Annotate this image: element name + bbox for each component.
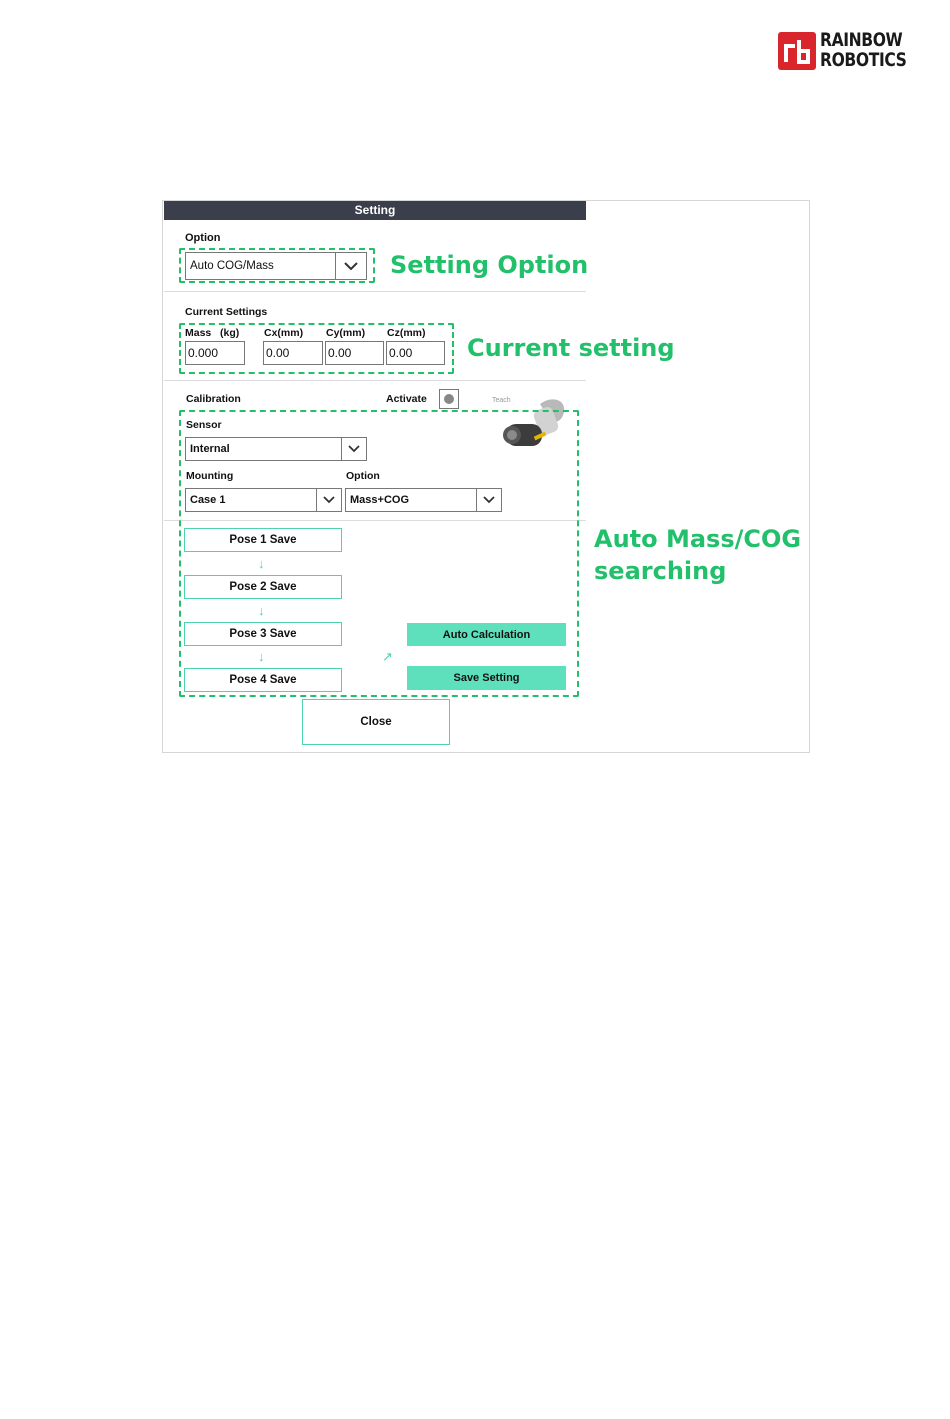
arrow-down-icon: ↓ <box>258 603 265 618</box>
mounting-select-value: Case 1 <box>190 494 226 506</box>
dialog-title: Setting <box>164 201 586 220</box>
annotation-auto-search-line-2: searching <box>594 557 727 585</box>
annotation-auto-search-line-1: Auto Mass/COG <box>594 525 802 553</box>
annotation-auto-search <box>594 523 801 587</box>
rainbow-robotics-logo-icon <box>778 32 816 70</box>
sensor-label: Sensor <box>186 419 222 431</box>
sensor-select-value: Internal <box>190 443 230 455</box>
cz-field[interactable]: 0.00 <box>386 341 445 365</box>
current-settings-label: Current Settings <box>185 306 268 318</box>
arrow-up-right-icon: ↗ <box>382 649 393 664</box>
divider <box>164 291 586 292</box>
auto-calculation-button[interactable]: Auto Calculation <box>407 623 566 646</box>
pose-1-save-button[interactable]: Pose 1 Save <box>184 528 342 552</box>
cy-field[interactable]: 0.00 <box>325 341 384 365</box>
cy-header: Cy(mm) <box>326 327 366 339</box>
close-button[interactable]: Close <box>302 699 450 745</box>
mass-header: Mass (kg) <box>185 327 240 339</box>
logo-line-2: ROBOTICS <box>820 49 907 71</box>
activate-toggle[interactable] <box>439 389 459 409</box>
logo-wordmark <box>820 30 906 70</box>
teach-hint: Teach <box>492 397 511 404</box>
setting-option-highlight <box>179 248 375 283</box>
arrow-down-icon: ↓ <box>258 556 265 571</box>
divider <box>164 380 586 381</box>
cx-field[interactable]: 0.00 <box>263 341 323 365</box>
activate-label: Activate <box>386 393 427 405</box>
save-setting-button[interactable]: Save Setting <box>407 666 566 690</box>
mounting-label: Mounting <box>186 470 234 482</box>
pose-3-save-button[interactable]: Pose 3 Save <box>184 622 342 646</box>
cz-header: Cz(mm) <box>387 327 426 339</box>
current-setting-highlight <box>179 323 454 374</box>
pose-2-save-button[interactable]: Pose 2 Save <box>184 575 342 599</box>
mass-field[interactable]: 0.000 <box>185 341 245 365</box>
toggle-dot-icon <box>444 394 454 404</box>
logo-line-1: RAINBOW <box>820 29 903 51</box>
annotation-current-setting: Current setting <box>467 334 675 362</box>
cx-header: Cx(mm) <box>264 327 304 339</box>
calibration-label: Calibration <box>186 393 241 405</box>
auto-search-highlight <box>179 410 579 697</box>
calibration-option-value: Mass+COG <box>350 494 409 506</box>
calibration-option-label: Option <box>346 470 380 482</box>
option-label: Option <box>185 232 221 244</box>
pose-4-save-button[interactable]: Pose 4 Save <box>184 668 342 692</box>
option-select-value: Auto COG/Mass <box>190 260 274 272</box>
arrow-down-icon: ↓ <box>258 649 265 664</box>
annotation-setting-option: Setting Option <box>390 251 589 279</box>
